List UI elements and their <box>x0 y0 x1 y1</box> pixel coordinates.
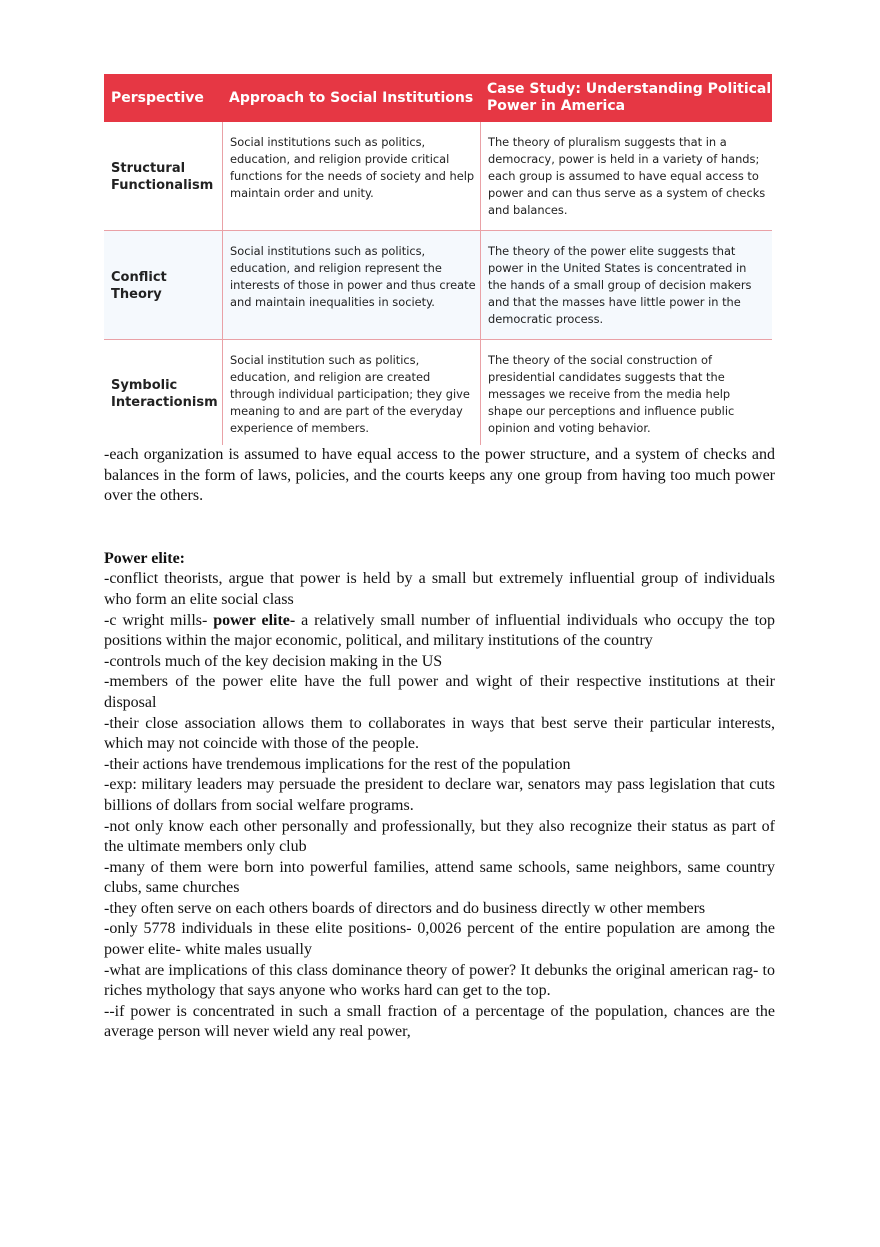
term-bold: power elite- <box>213 611 296 629</box>
note-line: -exp: military leaders may persuade the president to declare war, senators may pass legislation that cuts billions of dollars from social welfare programs. <box>104 776 775 814</box>
case-cell: The theory of the power elite suggests that power in the United States is concentrated in the hands of a small group of decision makers and that the masses have little power in the democratic process. <box>480 231 772 339</box>
intro-paragraph: -each organization is assumed to have equal access to the power structure, and a system of checks and balances in the form of laws, policies, and the courts keeps any one group from having too much power over the others. <box>104 446 775 505</box>
approach-cell: Social institution such as politics, education, and religion are created through individual participation; they give meaning to and are part of the everyday experience of members. <box>222 340 480 445</box>
case-cell: The theory of the social construction of presidential candidates suggests that the messages we receive from the media help shape our perceptions and influence public opinion and voting behavior. <box>480 340 772 445</box>
table-header-row <box>104 74 772 122</box>
header-approach: Approach to Social Institutions <box>229 89 474 106</box>
perspective-cell: Conflict Theory <box>111 270 167 302</box>
perspectives-table <box>104 74 772 445</box>
approach-cell: Social institutions such as politics, education, and religion provide critical functions for the needs of society and help maintain order and unity. <box>222 122 480 230</box>
note-text: -c wright mills- <box>104 611 214 629</box>
case-cell: The theory of pluralism suggests that in a democracy, power is held in a variety of hands; each group is assumed to have equal access to power and can thus serve as a system of checks and balances. <box>480 122 772 230</box>
note-line: --if power is concentrated in such a small fraction of a percentage of the population, chances are the average person will never wield any real power, <box>104 1002 775 1041</box>
notes-body <box>104 445 775 1043</box>
note-line <box>104 611 775 652</box>
note-line: -controls much of the key decision making in the US <box>104 652 443 670</box>
note-line: -their close association allows them to collaborates in ways that best serve their particular interests, which may not coincide with those of the people. <box>104 714 775 753</box>
table-row <box>104 340 772 445</box>
approach-cell: Social institutions such as politics, education, and religion represent the interests of those in power and thus create and maintain inequalities in society. <box>222 231 480 339</box>
header-perspective: Perspective <box>111 89 204 106</box>
note-line: -not only know each other personally and professionally, but they also recognize their status as part of the ultimate members only club <box>104 817 775 856</box>
note-line: -they often serve on each others boards of directors and do business directly w other members <box>104 899 706 917</box>
section-heading: Power elite: <box>104 549 185 567</box>
header-case-study: Case Study: Understanding Political Power in America <box>487 81 772 114</box>
note-line: -conflict theorists, argue that power is held by a small but extremely influential group of individuals who form an elite social class <box>104 570 775 608</box>
perspective-cell: Symbolic Interactionism <box>111 377 218 410</box>
note-line: -their actions have trendemous implications for the rest of the population <box>104 755 571 773</box>
note-line: -only 5778 individuals in these elite positions- 0,0026 percent of the entire population are among the power elite- white males usually <box>104 920 775 959</box>
table-row <box>104 122 772 231</box>
perspective-cell: Structural Functionalism <box>111 161 214 193</box>
note-line: -members of the power elite have the full power and wight of their respective institutions at their disposal <box>104 673 775 711</box>
note-line: -many of them were born into powerful families, attend same schools, same neighbors, same country clubs, same churches <box>104 858 775 897</box>
note-text: a relatively small number of influential individuals who occupy the top positions within the major economic, political, and military institutions of the country <box>104 611 776 650</box>
note-line: -what are implications of this class dominance theory of power? It debunks the original american rag- to riches mythology that says anyone who works hard can get to the top. <box>104 961 775 1000</box>
spacer <box>104 507 775 549</box>
table-row <box>104 231 772 340</box>
